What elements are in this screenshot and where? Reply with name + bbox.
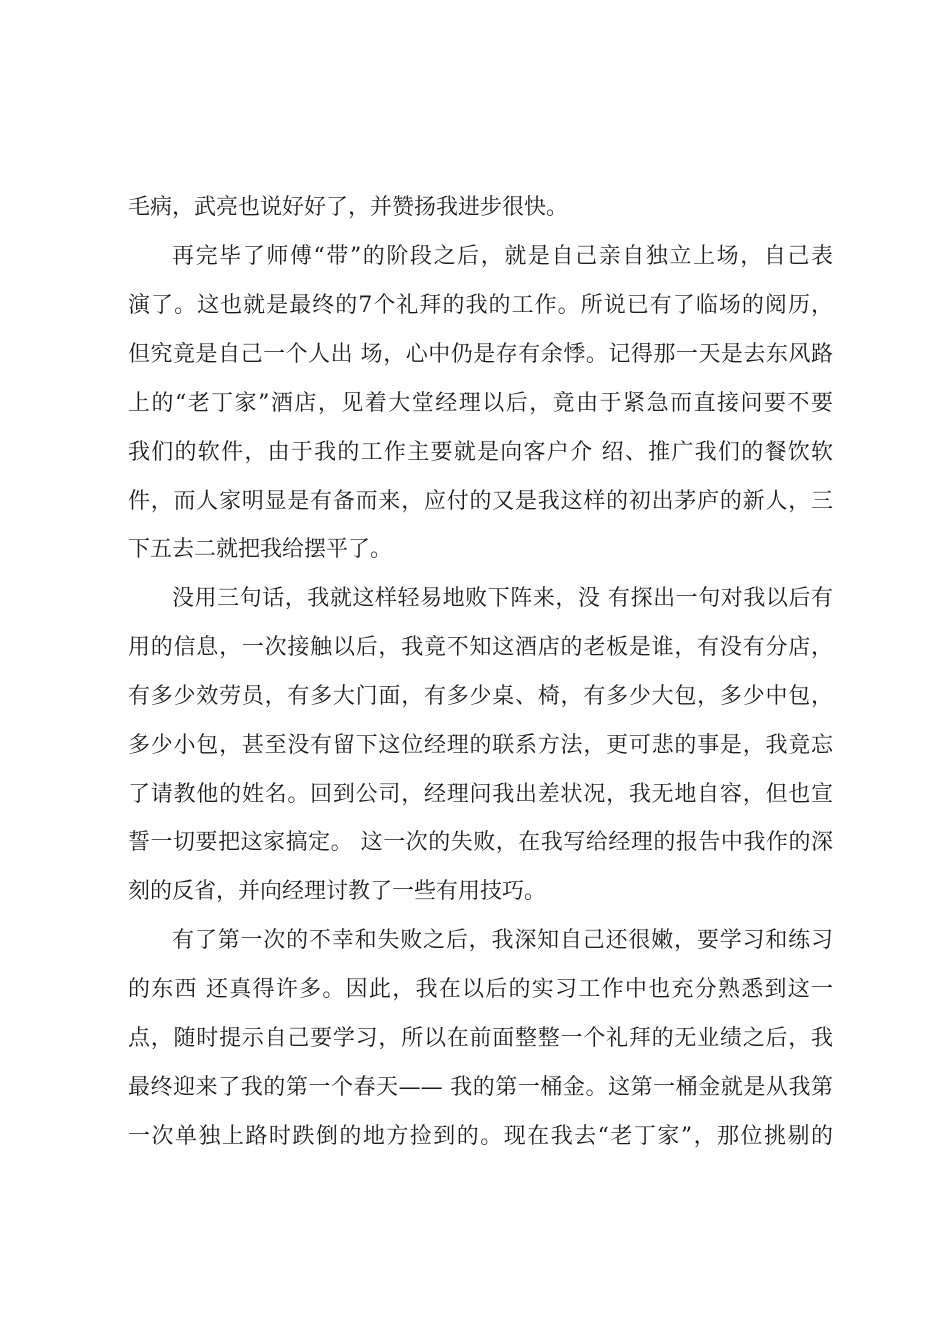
text-line: 最终迎来了我的第一个春天—— 我的第一桶金。这第一桶金就是从我第 [128,1075,833,1100]
text-line: 但究竟是自己一个人出 场，心中仍是存有余悸。记得那一天是去东风路 [128,342,833,367]
paragraph-first-line: 再完毕了师傅“带”的阶段之后，就是自己亲自独立上场，自己表 [172,244,833,269]
text-line: 件，而人家明显是有备而来，应付的又是我这样的初出茅庐的新人，三 [128,489,833,514]
text-line: 有多少效劳员，有多大门面，有多少桌、椅，有多少大包，多少中包， [128,684,833,709]
text-line: 毛病，武亮也说好好了，并赞扬我进步很快。 [128,195,569,220]
text-line: 了请教他的姓名。回到公司，经理问我出差状况，我无地自容，但也宣 [128,782,833,807]
text-line: 的东西 还真得许多。因此，我在以后的实习工作中也充分熟悉到这一 [128,977,833,1002]
text-line: 一次单独上路时跌倒的地方捡到的。现在我去“老丁家”，那位挑剔的 [128,1124,833,1149]
text-line: 用的信息，一次接触以后，我竟不知这酒店的老板是谁，有没有分店， [128,635,833,660]
text-line: 我们的软件，由于我的工作主要就是向客户介 绍、推广我们的餐饮软 [128,440,833,465]
text-line: 演了。这也就是最终的7个礼拜的我的工作。所说已有了临场的阅历， [128,293,833,318]
text-line: 点，随时提示自己要学习，所以在前面整整一个礼拜的无业绩之后，我 [128,1026,833,1051]
text-line: 下五去二就把我给摆平了。 [128,537,393,562]
paragraph-first-line: 有了第一次的不幸和失败之后，我深知自己还很嫩，要学习和练习 [172,928,833,953]
paragraph-first-line: 没用三句话，我就这样轻易地败下阵来，没 有探出一句对我以后有 [172,586,833,611]
text-line: 誓一切要把这家搞定。 这一次的失败，在我写给经理的报告中我作的深 [128,830,833,855]
text-line: 上的“老丁家”酒店，见着大堂经理以后，竟由于紧急而直接问要不要 [128,391,833,416]
text-line: 多少小包，甚至没有留下这位经理的联系方法，更可悲的事是，我竟忘 [128,733,833,758]
text-line: 刻的反省，并向经理讨教了一些有用技巧。 [128,879,547,904]
